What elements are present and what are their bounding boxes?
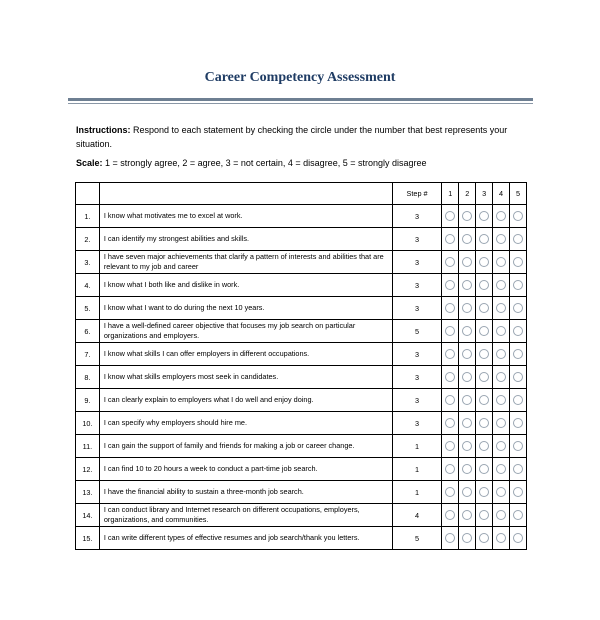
- row-step: 3: [392, 412, 442, 435]
- radio-option-2[interactable]: [462, 211, 472, 221]
- radio-option-3[interactable]: [479, 372, 489, 382]
- option-cell-5: [510, 343, 527, 366]
- page-title: Career Competency Assessment: [204, 70, 396, 85]
- row-statement: I can find 10 to 20 hours a week to conduct a part-time job search.: [99, 458, 392, 481]
- row-step: 3: [392, 343, 442, 366]
- option-cell-4: [493, 389, 510, 412]
- header-option-2: 2: [459, 183, 476, 205]
- option-cell-4: [493, 504, 510, 527]
- row-step: 3: [392, 228, 442, 251]
- option-cell-1: [442, 504, 459, 527]
- option-cell-2: [459, 481, 476, 504]
- radio-option-4[interactable]: [496, 303, 506, 313]
- option-cell-3: [476, 458, 493, 481]
- radio-option-5[interactable]: [513, 326, 523, 336]
- row-step: 4: [392, 504, 442, 527]
- radio-option-4[interactable]: [496, 510, 506, 520]
- option-cell-3: [476, 504, 493, 527]
- radio-option-4[interactable]: [496, 533, 506, 543]
- radio-option-4[interactable]: [496, 487, 506, 497]
- row-number: 2.: [76, 228, 100, 251]
- radio-option-5[interactable]: [513, 464, 523, 474]
- radio-option-3[interactable]: [479, 418, 489, 428]
- radio-option-3[interactable]: [479, 510, 489, 520]
- row-number: 9.: [76, 389, 100, 412]
- row-step: 1: [392, 458, 442, 481]
- radio-option-5[interactable]: [513, 211, 523, 221]
- radio-option-2[interactable]: [462, 257, 472, 267]
- radio-option-1[interactable]: [445, 372, 455, 382]
- row-number: 6.: [76, 320, 100, 343]
- option-cell-3: [476, 527, 493, 550]
- option-cell-4: [493, 366, 510, 389]
- radio-option-2[interactable]: [462, 372, 472, 382]
- radio-option-4[interactable]: [496, 418, 506, 428]
- row-statement: I can clearly explain to employers what I do well and enjoy doing.: [99, 389, 392, 412]
- option-cell-5: [510, 458, 527, 481]
- option-cell-1: [442, 228, 459, 251]
- option-cell-2: [459, 527, 476, 550]
- row-number: 8.: [76, 366, 100, 389]
- radio-option-4[interactable]: [496, 349, 506, 359]
- option-cell-3: [476, 389, 493, 412]
- radio-option-2[interactable]: [462, 487, 472, 497]
- scale-label: Scale:: [76, 158, 103, 168]
- row-step: 3: [392, 366, 442, 389]
- option-cell-5: [510, 320, 527, 343]
- table-row: [76, 228, 527, 251]
- table-row: [76, 389, 527, 412]
- row-number: 3.: [76, 251, 100, 274]
- option-cell-4: [493, 228, 510, 251]
- option-cell-2: [459, 205, 476, 228]
- header-option-3: 3: [476, 183, 493, 205]
- option-cell-3: [476, 274, 493, 297]
- option-cell-5: [510, 435, 527, 458]
- table-row: [76, 435, 527, 458]
- option-cell-3: [476, 366, 493, 389]
- radio-option-3[interactable]: [479, 349, 489, 359]
- radio-option-5[interactable]: [513, 257, 523, 267]
- title-divider-thin: [68, 103, 533, 104]
- table-row: [76, 458, 527, 481]
- radio-option-5[interactable]: [513, 441, 523, 451]
- option-cell-2: [459, 412, 476, 435]
- option-cell-3: [476, 343, 493, 366]
- table-row: [76, 205, 527, 228]
- option-cell-1: [442, 297, 459, 320]
- scale: [76, 158, 427, 168]
- radio-option-5[interactable]: [513, 395, 523, 405]
- row-number: 7.: [76, 343, 100, 366]
- radio-option-2[interactable]: [462, 234, 472, 244]
- table-row: [76, 343, 527, 366]
- option-cell-3: [476, 435, 493, 458]
- option-cell-1: [442, 274, 459, 297]
- row-statement: I can specify why employers should hire me.: [99, 412, 392, 435]
- option-cell-4: [493, 297, 510, 320]
- row-step: 1: [392, 435, 442, 458]
- option-cell-5: [510, 228, 527, 251]
- option-cell-3: [476, 205, 493, 228]
- row-step: 3: [392, 274, 442, 297]
- row-step: 3: [392, 205, 442, 228]
- scale-text: 1 = strongly agree, 2 = agree, 3 = not certain, 4 = disagree, 5 = strongly disagree: [105, 158, 427, 168]
- table-row: [76, 297, 527, 320]
- radio-option-2[interactable]: [462, 280, 472, 290]
- option-cell-4: [493, 320, 510, 343]
- instructions: [76, 123, 526, 151]
- option-cell-5: [510, 412, 527, 435]
- header-option-5: 5: [510, 183, 527, 205]
- radio-option-2[interactable]: [462, 303, 472, 313]
- option-cell-2: [459, 320, 476, 343]
- row-statement: I know what skills I can offer employers in different occupations.: [99, 343, 392, 366]
- option-cell-3: [476, 412, 493, 435]
- row-step: 3: [392, 389, 442, 412]
- radio-option-1[interactable]: [445, 510, 455, 520]
- option-cell-2: [459, 366, 476, 389]
- row-statement: I can identify my strongest abilities and skills.: [99, 228, 392, 251]
- radio-option-2[interactable]: [462, 441, 472, 451]
- radio-option-2[interactable]: [462, 464, 472, 474]
- radio-option-3[interactable]: [479, 211, 489, 221]
- row-statement: I know what skills employers most seek in candidates.: [99, 366, 392, 389]
- option-cell-5: [510, 366, 527, 389]
- option-cell-4: [493, 481, 510, 504]
- radio-option-2[interactable]: [462, 418, 472, 428]
- radio-option-4[interactable]: [496, 280, 506, 290]
- radio-option-4[interactable]: [496, 211, 506, 221]
- row-step: 3: [392, 251, 442, 274]
- row-statement: I can conduct library and Internet research on different occupations, employers, organizations, and communities.: [99, 504, 392, 527]
- option-cell-5: [510, 274, 527, 297]
- option-cell-4: [493, 205, 510, 228]
- row-statement: I can write different types of effective resumes and job search/thank you letters.: [99, 527, 392, 550]
- radio-option-5[interactable]: [513, 510, 523, 520]
- option-cell-4: [493, 274, 510, 297]
- row-statement: I know what I both like and dislike in work.: [99, 274, 392, 297]
- radio-option-5[interactable]: [513, 372, 523, 382]
- radio-option-3[interactable]: [479, 257, 489, 267]
- option-cell-5: [510, 297, 527, 320]
- header-option-4: 4: [493, 183, 510, 205]
- option-cell-2: [459, 343, 476, 366]
- table-header-row: [76, 183, 527, 205]
- radio-option-1[interactable]: [445, 326, 455, 336]
- table-row: [76, 274, 527, 297]
- radio-option-4[interactable]: [496, 441, 506, 451]
- option-cell-2: [459, 504, 476, 527]
- row-number: 13.: [76, 481, 100, 504]
- radio-option-2[interactable]: [462, 510, 472, 520]
- radio-option-4[interactable]: [496, 234, 506, 244]
- radio-option-1[interactable]: [445, 349, 455, 359]
- option-cell-1: [442, 527, 459, 550]
- assessment-table: [75, 182, 527, 550]
- radio-option-3[interactable]: [479, 234, 489, 244]
- option-cell-3: [476, 228, 493, 251]
- radio-option-4[interactable]: [496, 326, 506, 336]
- radio-option-1[interactable]: [445, 418, 455, 428]
- radio-option-3[interactable]: [479, 487, 489, 497]
- option-cell-2: [459, 389, 476, 412]
- table-row: [76, 481, 527, 504]
- radio-option-3[interactable]: [479, 464, 489, 474]
- option-cell-5: [510, 527, 527, 550]
- row-number: 5.: [76, 297, 100, 320]
- instructions-label: Instructions:: [76, 125, 131, 135]
- instructions-text: Respond to each statement by checking the circle under the number that best represents your situation.: [76, 125, 508, 149]
- radio-option-5[interactable]: [513, 234, 523, 244]
- option-cell-1: [442, 343, 459, 366]
- radio-option-1[interactable]: [445, 280, 455, 290]
- header-step: Step #: [392, 183, 442, 205]
- radio-option-1[interactable]: [445, 464, 455, 474]
- option-cell-5: [510, 389, 527, 412]
- option-cell-2: [459, 458, 476, 481]
- option-cell-1: [442, 251, 459, 274]
- radio-option-4[interactable]: [496, 464, 506, 474]
- option-cell-2: [459, 435, 476, 458]
- option-cell-5: [510, 251, 527, 274]
- row-statement: I know what I want to do during the next 10 years.: [99, 297, 392, 320]
- radio-option-1[interactable]: [445, 533, 455, 543]
- option-cell-4: [493, 412, 510, 435]
- radio-option-5[interactable]: [513, 303, 523, 313]
- row-number: 4.: [76, 274, 100, 297]
- row-number: 11.: [76, 435, 100, 458]
- header-option-1: 1: [442, 183, 459, 205]
- radio-option-2[interactable]: [462, 349, 472, 359]
- radio-option-4[interactable]: [496, 372, 506, 382]
- table-row: [76, 504, 527, 527]
- option-cell-3: [476, 297, 493, 320]
- row-step: 3: [392, 297, 442, 320]
- option-cell-3: [476, 481, 493, 504]
- option-cell-1: [442, 366, 459, 389]
- row-step: 1: [392, 481, 442, 504]
- radio-option-3[interactable]: [479, 441, 489, 451]
- radio-option-3[interactable]: [479, 533, 489, 543]
- radio-option-5[interactable]: [513, 280, 523, 290]
- row-number: 1.: [76, 205, 100, 228]
- option-cell-1: [442, 481, 459, 504]
- row-statement: I have a well-defined career objective that focuses my job search on particular organizations and employers.: [99, 320, 392, 343]
- radio-option-2[interactable]: [462, 395, 472, 405]
- radio-option-5[interactable]: [513, 487, 523, 497]
- radio-option-2[interactable]: [462, 326, 472, 336]
- row-statement: I have seven major achievements that clarify a pattern of interests and abilities that are relevant to my job and career: [99, 251, 392, 274]
- row-number: 15.: [76, 527, 100, 550]
- row-statement: I can gain the support of family and friends for making a job or career change.: [99, 435, 392, 458]
- option-cell-1: [442, 389, 459, 412]
- option-cell-2: [459, 274, 476, 297]
- radio-option-1[interactable]: [445, 257, 455, 267]
- row-number: 14.: [76, 504, 100, 527]
- option-cell-1: [442, 412, 459, 435]
- radio-option-1[interactable]: [445, 234, 455, 244]
- radio-option-3[interactable]: [479, 280, 489, 290]
- row-statement: I have the financial ability to sustain a three-month job search.: [99, 481, 392, 504]
- option-cell-1: [442, 320, 459, 343]
- radio-option-1[interactable]: [445, 487, 455, 497]
- radio-option-3[interactable]: [479, 395, 489, 405]
- option-cell-4: [493, 251, 510, 274]
- radio-option-1[interactable]: [445, 441, 455, 451]
- table-row: [76, 251, 527, 274]
- option-cell-2: [459, 228, 476, 251]
- option-cell-4: [493, 527, 510, 550]
- radio-option-4[interactable]: [496, 257, 506, 267]
- table-row: [76, 320, 527, 343]
- row-step: 5: [392, 320, 442, 343]
- option-cell-5: [510, 504, 527, 527]
- option-cell-2: [459, 251, 476, 274]
- option-cell-1: [442, 458, 459, 481]
- radio-option-3[interactable]: [479, 326, 489, 336]
- radio-option-5[interactable]: [513, 418, 523, 428]
- header-statement-cell: [99, 183, 392, 205]
- radio-option-1[interactable]: [445, 395, 455, 405]
- table-row: [76, 366, 527, 389]
- radio-option-4[interactable]: [496, 395, 506, 405]
- row-number: 12.: [76, 458, 100, 481]
- row-number: 10.: [76, 412, 100, 435]
- table-row: [76, 412, 527, 435]
- radio-option-3[interactable]: [479, 303, 489, 313]
- option-cell-5: [510, 481, 527, 504]
- option-cell-5: [510, 205, 527, 228]
- option-cell-4: [493, 343, 510, 366]
- radio-option-1[interactable]: [445, 211, 455, 221]
- option-cell-1: [442, 205, 459, 228]
- title-divider-thick: [68, 98, 533, 101]
- radio-option-5[interactable]: [513, 349, 523, 359]
- row-statement: I know what motivates me to excel at work.: [99, 205, 392, 228]
- option-cell-3: [476, 320, 493, 343]
- radio-option-5[interactable]: [513, 533, 523, 543]
- row-step: 5: [392, 527, 442, 550]
- option-cell-4: [493, 458, 510, 481]
- option-cell-4: [493, 435, 510, 458]
- option-cell-1: [442, 435, 459, 458]
- radio-option-2[interactable]: [462, 533, 472, 543]
- option-cell-3: [476, 251, 493, 274]
- radio-option-1[interactable]: [445, 303, 455, 313]
- header-num-cell: [76, 183, 100, 205]
- option-cell-2: [459, 297, 476, 320]
- table-row: [76, 527, 527, 550]
